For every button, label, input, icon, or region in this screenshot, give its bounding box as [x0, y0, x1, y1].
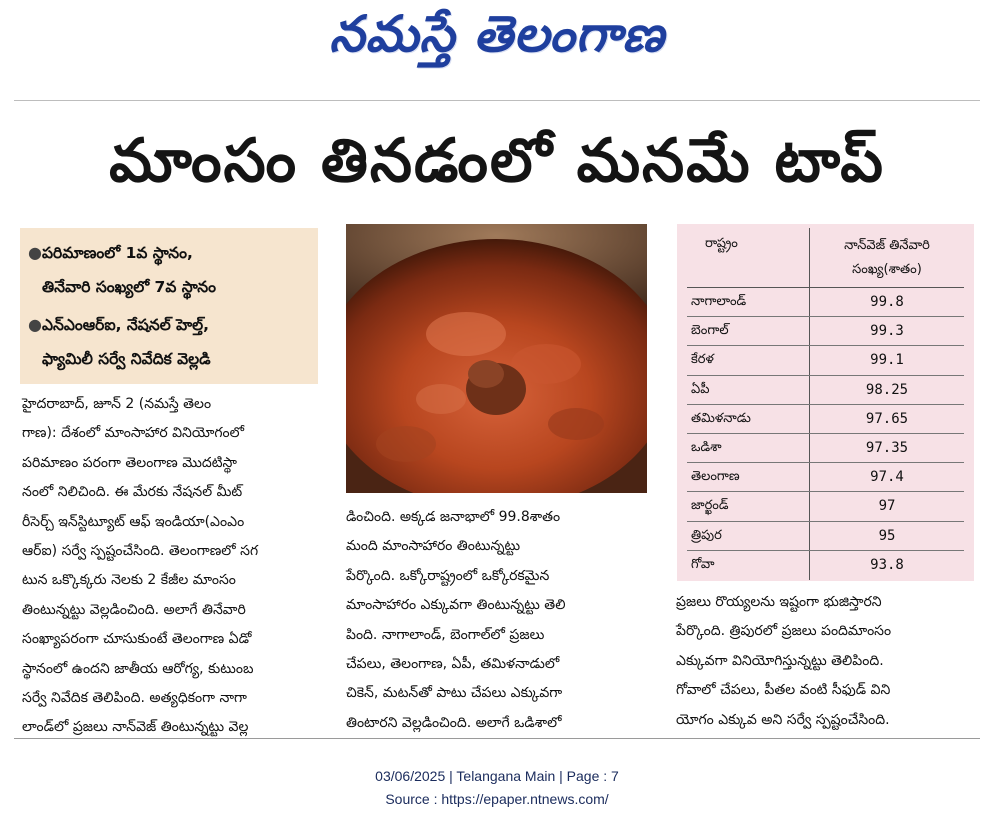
highlight-line: ఫ్యామిలీ సర్వే నివేదిక వెల్లడి	[42, 350, 211, 368]
article-line: నంలో నిలిచింది. ఈ మేరకు నేషనల్ మీట్	[22, 484, 243, 501]
state-cell: తెలంగాణ	[687, 463, 810, 491]
table-row	[687, 492, 964, 521]
value-cell: 97	[878, 498, 896, 515]
masthead-title: నమస్తే తెలంగాణ	[329, 4, 665, 63]
table-row	[687, 376, 964, 405]
article-line: సర్వే నివేదిక తెలిపింది. అత్యధికంగా నాగా	[22, 690, 247, 707]
table-header	[687, 228, 964, 288]
highlights-box	[20, 228, 318, 384]
article-line: తింటారని వెల్లడించింది. అలాగే ఒడిశాలో	[346, 714, 562, 731]
table-row	[687, 551, 964, 580]
value-cell: 97.4	[870, 469, 904, 486]
highlight-line: తినేవారి సంఖ్యలో 7వ స్థానం	[42, 278, 216, 296]
headline: మాంసం తినడంలో మనమే టాప్	[109, 126, 885, 196]
article-line: ప్రజలు రొయ్యలను ఇష్టంగా భుజిస్తారని	[676, 594, 882, 610]
table-row	[687, 522, 964, 551]
article-column-3	[676, 588, 976, 735]
nonveg-stats-table	[677, 224, 974, 581]
table-row	[687, 405, 964, 434]
state-cell: త్రిపుర	[687, 522, 810, 550]
bullet-icon: ●	[28, 243, 42, 262]
highlight-line: పరిమాణంలో 1వ స్థానం,	[42, 244, 193, 262]
table-row	[687, 288, 964, 317]
article-line: హైదరాబాద్, జూన్ 2 (నమస్తే తెలం	[22, 396, 212, 412]
article-line: సంఖ్యాపరంగా చూసుకుంటే తెలంగాణ ఏడో	[22, 631, 252, 648]
value-cell: 99.8	[870, 294, 904, 310]
bullet-icon: ●	[28, 315, 42, 334]
table-row	[687, 434, 964, 463]
curry-photo	[346, 224, 647, 493]
food-photo-icon	[346, 224, 647, 493]
article-line: డించింది. అక్కడ జనాభాలో 99.8శాతం	[346, 509, 561, 525]
column-header-value-line2: సంఖ్య(శాతం)	[852, 262, 922, 277]
bottom-divider	[14, 738, 980, 739]
table-row	[687, 317, 964, 346]
column-header-state: రాష్ట్రం	[687, 228, 810, 287]
value-cell: 93.8	[870, 556, 904, 573]
table-row	[687, 463, 964, 492]
value-cell: 99.1	[870, 352, 904, 369]
article-line: యోగం ఎక్కువ అని సర్వే స్పష్టంచేసింది.	[676, 711, 890, 728]
value-cell: 97.65	[865, 410, 909, 427]
article-line: చేపలు, తెలంగాణ, ఏపీ, తమిళనాడులో	[346, 656, 560, 673]
value-cell: 97.35	[865, 439, 909, 456]
article-line: గాణ): దేశంలో మాంసాహార వినియోగంలో	[22, 425, 245, 442]
highlight-item	[28, 236, 312, 304]
top-divider	[14, 100, 980, 101]
footer-date-edition: 03/06/2025 | Telangana Main | Page : 7	[375, 768, 619, 784]
article-line: గోవాలో చేపలు, పీతల వంటి సీఫుడ్ విని	[676, 682, 891, 699]
article-line: పేర్కొంది. ఒక్కోరాష్ట్రంలో ఒక్కోరకమైన	[346, 567, 550, 584]
column-header-value-line1: నాన్‌వెజ్ తినేవారి	[844, 238, 930, 253]
highlight-line: ఎన్‌ఎంఆర్‌ఐ, నేషనల్ హెల్త్,	[42, 316, 209, 334]
state-cell: కేరళ	[687, 346, 810, 374]
article-line: ఆర్‌ఐ) సర్వే స్పష్టంచేసింది. తెలంగాణలో సగ	[22, 543, 259, 560]
table-row	[687, 346, 964, 375]
article-line: మాంసాహారం ఎక్కువగా తింటున్నట్టు తెలి	[346, 597, 566, 614]
value-cell: 99.3	[870, 323, 904, 340]
article-line: మంది మాంసాహారం తింటున్నట్టు	[346, 538, 521, 555]
state-cell: తమిళనాడు	[687, 405, 810, 433]
article-line: చికెన్, మటన్‌తో పాటు చేపలు ఎక్కువగా	[346, 685, 563, 702]
article-line: పేర్కొంది. త్రిపురలో ప్రజలు పందిమాంసం	[676, 623, 892, 640]
article-line: తింటున్నట్టు వెల్లడించింది. అలాగే తినేవారి	[22, 601, 246, 618]
article-line: రీసెర్చ్ ఇన్‌స్టిట్యూట్ ఆఫ్ ఇండియా(ఎంఎం	[22, 513, 245, 530]
state-cell: ఏపీ	[687, 376, 810, 404]
article-line: పరిమాణం పరంగా తెలంగాణ మొదటిస్థా	[22, 454, 237, 471]
article-line: ఎక్కువగా వినియోగిస్తున్నట్టు తెలిపింది.	[676, 652, 884, 669]
value-cell: 98.25	[865, 381, 909, 398]
value-cell: 95	[878, 527, 896, 544]
state-cell: నాగాలాండ్	[687, 288, 810, 316]
article-column-1	[22, 390, 328, 743]
article-line: పింది. నాగాలాండ్, బెంగాల్‌లో ప్రజలు	[346, 626, 545, 643]
article-line: స్థానంలో ఉందని జాతీయ ఆరోగ్య, కుటుంబ	[22, 660, 254, 677]
article-column-2	[346, 503, 652, 738]
state-cell: జార్ఖండ్	[687, 492, 810, 520]
article-line: టున ఒక్కొక్కరు నెలకు 2 కేజీల మాంసం	[22, 572, 236, 589]
article-line: లాండ్‌లో ప్రజలు నాన్‌వెజ్ తింటున్నట్టు వెల్ల	[22, 719, 249, 736]
highlight-item	[28, 308, 312, 376]
state-cell: ఒడిశా	[687, 434, 810, 462]
footer-source: Source : https://epaper.ntnews.com/	[385, 791, 609, 807]
state-cell: గోవా	[687, 551, 810, 580]
state-cell: బెంగాల్	[687, 317, 810, 345]
column-header-value	[810, 228, 964, 287]
masthead	[0, 0, 994, 80]
